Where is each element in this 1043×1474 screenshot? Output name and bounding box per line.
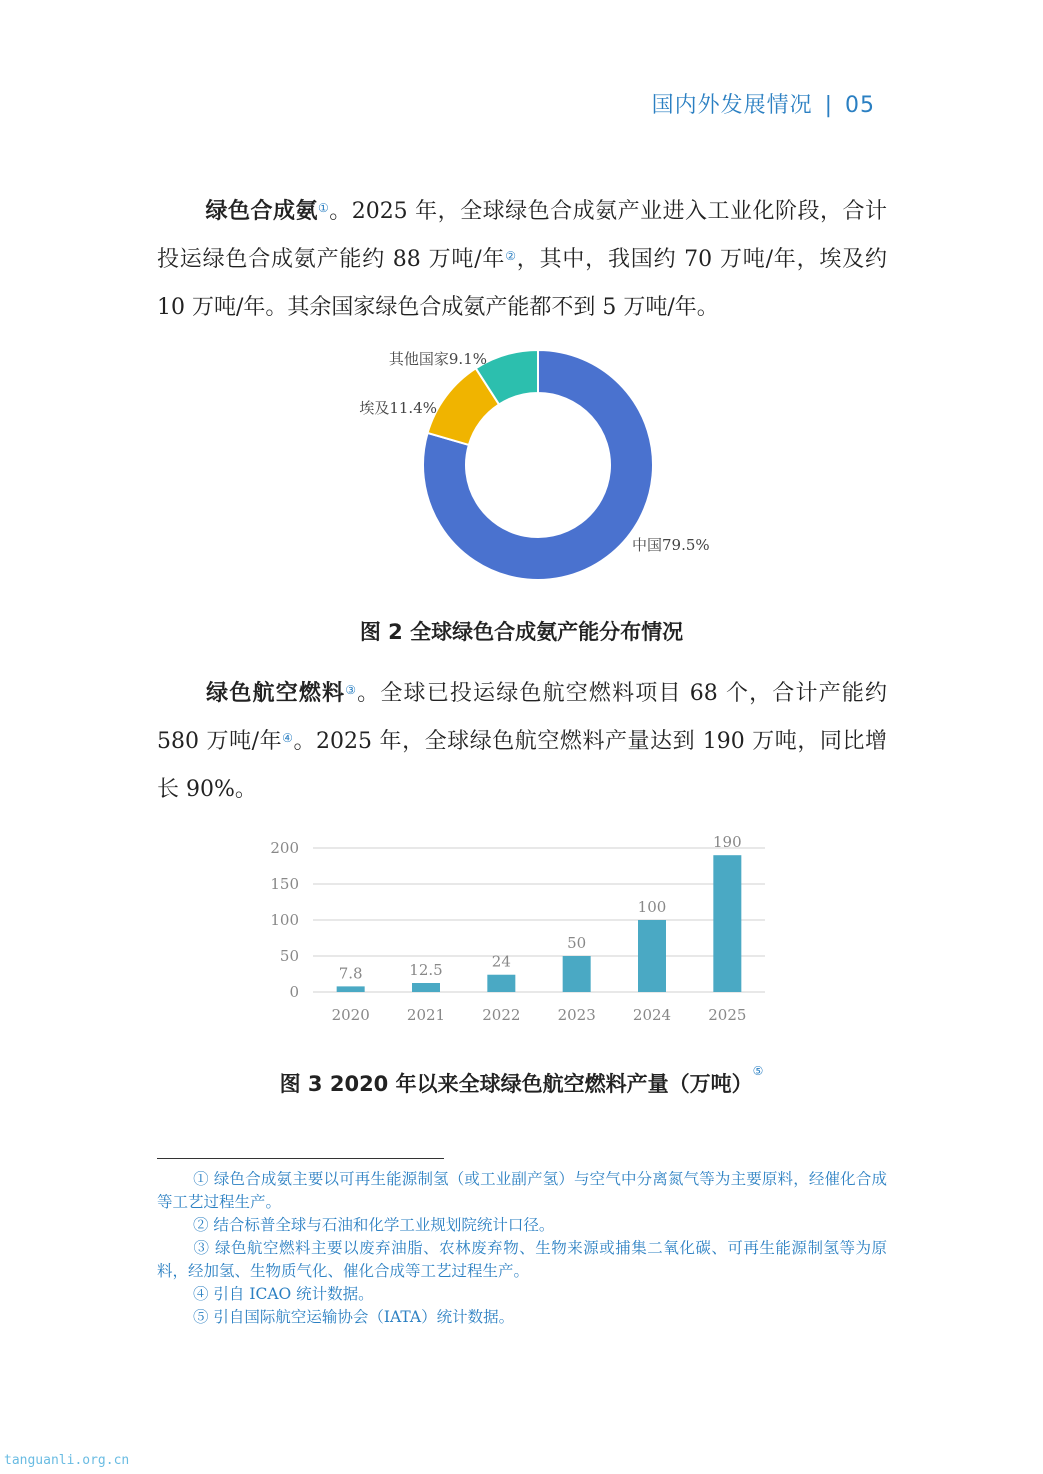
lead-term: 绿色合成氨 [205, 199, 318, 224]
bar [487, 975, 515, 992]
footnote-5: ⑤ 引自国际航空运输协会（IATA）统计数据。 [193, 1308, 515, 1326]
donut-slice-label: 中国79.5% [632, 536, 710, 554]
paragraph-text: 。2025 年，全球绿色航空燃料产量达到 190 万吨，同比增长 90%。 [157, 729, 887, 802]
ammonia-capacity-donut-chart [330, 340, 750, 590]
y-tick-label: 0 [289, 983, 299, 1001]
bar-value-label: 100 [637, 898, 667, 916]
watermark: tanguanli.org.cn [4, 1453, 130, 1468]
x-tick-label: 2025 [708, 1006, 747, 1024]
paragraph-text: 。2025 年，全球绿色合成氨产业进入工业化阶段，合计投运绿色合成氨产能约 88 万吨/年 [157, 199, 887, 272]
figure3-caption-text: 图 3 2020 年以来全球绿色航空燃料产量（万吨） [279, 1072, 753, 1096]
paragraph-green-ammonia [157, 188, 887, 332]
y-tick-label: 100 [270, 911, 299, 929]
footnote-4: ④ 引自 ICAO 统计数据。 [193, 1285, 374, 1303]
footnote-ref-3[interactable]: ③ [345, 683, 358, 697]
footnote-2: ② 结合标普全球与石油和化学工业规划院统计口径。 [193, 1216, 555, 1234]
donut-slice-label: 埃及11.4% [359, 399, 437, 417]
y-tick-label: 50 [279, 947, 299, 965]
bar [563, 956, 591, 992]
bar-value-label: 50 [567, 934, 587, 952]
y-tick-label: 150 [270, 875, 299, 893]
figure2-caption: 图 2 全球绿色合成氨产能分布情况 [359, 620, 684, 644]
figure3-caption [0, 1064, 1043, 1098]
lead-term: 绿色航空燃料 [205, 681, 346, 706]
paragraph-text: ，其中，我国约 70 万吨/年，埃及约 10 万吨/年。其余国家绿色合成氨产能都不到 5 万吨/年。 [157, 247, 887, 320]
section-title: 国内外发展情况 [651, 93, 813, 118]
bar [412, 983, 440, 992]
page-header [652, 88, 875, 119]
page-number: 05 [845, 93, 875, 118]
header-separator: | [824, 93, 833, 118]
x-tick-label: 2020 [331, 1006, 370, 1024]
bar-value-label: 190 [713, 833, 742, 852]
x-tick-label: 2024 [632, 1006, 672, 1024]
footnote-3: ③ 绿色航空燃料主要以废弃油脂、农林废弃物、生物来源或捕集二氧化碳、可再生能源制氢等为原料，经加氢、生物质气化、催化合成等工艺过程生产。 [157, 1239, 887, 1280]
bar [713, 855, 741, 992]
bar-value-label: 12.5 [409, 961, 443, 979]
bar [337, 986, 365, 992]
y-tick-label: 200 [270, 839, 299, 857]
paragraph-text: 。全球已投运绿色航空燃料项目 68 个，合计产能约 580 万吨/年 [157, 681, 887, 754]
paragraph-green-aviation-fuel [157, 670, 887, 814]
footnote-ref-5[interactable]: ⑤ [752, 1064, 764, 1078]
bar-value-label: 7.8 [338, 964, 363, 983]
aviation-fuel-bar-chart [255, 815, 785, 1040]
footnote-1: ① 绿色合成氨主要以可再生能源制氢（或工业副产氢）与空气中分离氮气等为主要原料，经催化合成等工艺过程生产。 [157, 1170, 887, 1211]
x-tick-label: 2022 [482, 1006, 521, 1024]
x-tick-label: 2021 [406, 1006, 446, 1024]
footnote-ref-1[interactable]: ① [317, 201, 330, 215]
footnote-divider [157, 1158, 444, 1159]
bar [638, 920, 666, 992]
footnotes [157, 1168, 887, 1329]
footnote-ref-4[interactable]: ④ [282, 731, 294, 745]
x-tick-label: 2023 [557, 1006, 596, 1024]
bar-value-label: 24 [491, 952, 511, 971]
footnote-ref-2[interactable]: ② [505, 249, 517, 263]
donut-slice-label: 其他国家9.1% [388, 350, 487, 368]
